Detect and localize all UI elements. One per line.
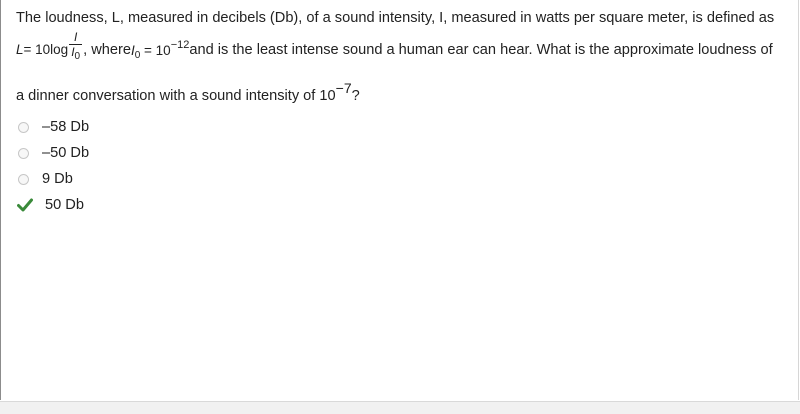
answer-label: –50 Db (42, 145, 90, 161)
formula-fraction: $\frac{I}{I_0}$ (71, 29, 81, 62)
answer-option-3[interactable] (18, 166, 89, 192)
answer-options (18, 114, 89, 218)
check-mark-icon (17, 198, 33, 212)
answer-label: –58 Db (42, 119, 90, 135)
answer-option-2[interactable] (18, 140, 89, 166)
answer-option-1[interactable] (18, 114, 89, 140)
answer-label: 9 Db (42, 171, 73, 187)
radio-button-icon[interactable] (18, 122, 29, 133)
question-line-1: The loudness, L, measured in decibels (Db), of a sound intensity, I, measured in watts per square meter, is defined as (16, 10, 775, 26)
question-text (16, 8, 794, 104)
reference-intensity: $I_0 = 10^{-12}$ (130, 38, 190, 61)
answer-option-4[interactable] (18, 192, 89, 218)
question-line-2: L= 10log $\frac{I}{I_0}$ , where $I_0 = 10^{-12}$ and is the least intense sound a human ear can hear. What is the approximate loudness of (16, 30, 794, 70)
radio-button-icon[interactable] (18, 148, 29, 159)
answer-label: 50 Db (45, 197, 84, 213)
bottom-bar (0, 401, 800, 414)
loudness-formula: L= 10log $\frac{I}{I_0}$ (16, 29, 81, 62)
radio-button-icon[interactable] (18, 174, 29, 185)
question-line-3: a dinner conversation with a sound intensity of 10−7? (16, 80, 360, 104)
